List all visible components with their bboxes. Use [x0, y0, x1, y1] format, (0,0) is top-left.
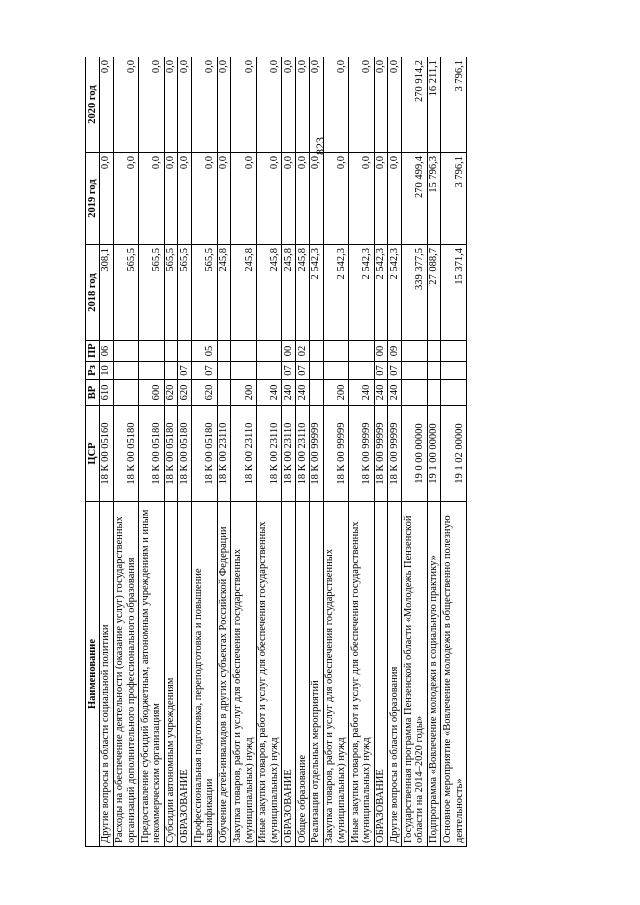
cell-vr: 620: [164, 380, 178, 406]
cell-2018: 565,5: [139, 245, 165, 341]
cell-vr: 620: [192, 380, 218, 406]
cell-rz: [113, 362, 139, 380]
cell-pr: 05: [192, 341, 218, 362]
cell-vr: 240: [388, 380, 402, 406]
cell-name: Профессиональная подготовка, переподготовка и повышение квалификации: [192, 502, 218, 847]
cell-2018: 565,5: [164, 245, 178, 341]
table-row: [402, 57, 428, 847]
cell-rz: [217, 362, 231, 380]
table-row: [178, 57, 192, 847]
cell-pr: [164, 341, 178, 362]
header-row: [86, 57, 100, 847]
cell-csr: 18 К 00 05180: [164, 406, 178, 502]
cell-2019: 0,0: [296, 153, 310, 245]
cell-vr: 240: [282, 380, 296, 406]
cell-csr: 18 К 00 99999: [388, 406, 402, 502]
cell-pr: 00: [374, 341, 388, 362]
cell-2018: 245,8: [282, 245, 296, 341]
cell-2019: 15 796,3: [427, 153, 441, 245]
cell-name: Государственная программа Пензенской области «Молодежь Пензенской области на 2014–2020 годы»: [402, 502, 428, 847]
cell-2020: 0,0: [113, 57, 139, 153]
cell-name: Предоставление субсидий бюджетным, автономным учреждениям и иным некоммерческим организациям: [139, 502, 165, 847]
cell-2020: 0,0: [349, 57, 375, 153]
cell-csr: 18 К 00 23110: [217, 406, 231, 502]
cell-2018: 565,5: [192, 245, 218, 341]
header-2018: 2018 год: [86, 245, 100, 341]
cell-name: Другие вопросы в области образования: [388, 502, 402, 847]
cell-2020: 0,0: [256, 57, 282, 153]
cell-vr: [113, 380, 139, 406]
rotated-page-content: [85, 57, 604, 847]
cell-csr: 18 К 00 23110: [296, 406, 310, 502]
cell-2019: 0,0: [256, 153, 282, 245]
cell-2019: 0,0: [178, 153, 192, 245]
budget-table: [85, 57, 467, 847]
cell-name: Иные закупки товаров, работ и услуг для обеспечения государственных (муниципальных) нужд: [349, 502, 375, 847]
cell-2019: 0,0: [309, 153, 323, 245]
cell-vr: 200: [323, 380, 349, 406]
table-row: [282, 57, 296, 847]
cell-vr: [402, 380, 428, 406]
cell-2019: 0,0: [99, 153, 113, 245]
cell-2019: 270 499,4: [402, 153, 428, 245]
cell-2020: 0,0: [374, 57, 388, 153]
cell-2019: 0,0: [323, 153, 349, 245]
cell-vr: [217, 380, 231, 406]
header-csr: ЦСР: [86, 406, 100, 502]
cell-2020: 0,0: [388, 57, 402, 153]
cell-name: Субсидии автономным учреждениям: [164, 502, 178, 847]
cell-pr: [139, 341, 165, 362]
cell-rz: 07: [388, 362, 402, 380]
table-rotation-frame: [85, 57, 604, 847]
cell-vr: 610: [99, 380, 113, 406]
cell-2019: 3 796,1: [441, 153, 467, 245]
table-body: [99, 57, 466, 847]
cell-pr: [178, 341, 192, 362]
cell-2019: 0,0: [164, 153, 178, 245]
cell-pr: 02: [296, 341, 310, 362]
cell-name: Закупка товаров, работ и услуг для обеспечения государственных (муниципальных) нужд: [231, 502, 257, 847]
cell-2020: 0,0: [164, 57, 178, 153]
cell-2019: 0,0: [217, 153, 231, 245]
cell-pr: [402, 341, 428, 362]
cell-csr: 18 К 00 23110: [256, 406, 282, 502]
table-row: [217, 57, 231, 847]
cell-2018: 565,5: [113, 245, 139, 341]
cell-name: ОБРАЗОВАНИЕ: [374, 502, 388, 847]
cell-csr: 18 К 00 99999: [349, 406, 375, 502]
page-number: 823: [313, 137, 327, 155]
cell-rz: [231, 362, 257, 380]
header-vr: ВР: [86, 380, 100, 406]
cell-rz: 10: [99, 362, 113, 380]
header-pr: ПР: [86, 341, 100, 362]
table-row: [256, 57, 282, 847]
cell-rz: 07: [282, 362, 296, 380]
cell-pr: 00: [282, 341, 296, 362]
cell-rz: [323, 362, 349, 380]
cell-vr: 240: [349, 380, 375, 406]
cell-pr: [309, 341, 323, 362]
cell-2020: 0,0: [99, 57, 113, 153]
cell-2018: 245,8: [296, 245, 310, 341]
cell-2020: 0,0: [309, 57, 323, 153]
header-2020: 2020 год: [86, 57, 100, 153]
cell-name: Общее образование: [296, 502, 310, 847]
table-row: [113, 57, 139, 847]
cell-2020: 3 796,1: [441, 57, 467, 153]
cell-pr: [441, 341, 467, 362]
cell-csr: 18 К 00 23110: [231, 406, 257, 502]
cell-2020: 0,0: [231, 57, 257, 153]
cell-2018: 339 377,5: [402, 245, 428, 341]
header-name: Наименование: [86, 502, 100, 847]
cell-2018: 245,8: [231, 245, 257, 341]
cell-2020: 0,0: [139, 57, 165, 153]
cell-rz: [427, 362, 441, 380]
cell-csr: 19 0 00 00000: [402, 406, 428, 502]
cell-name: Основное мероприятие «Вовлечение молодежи в общественно полезную деятельность»: [441, 502, 467, 847]
cell-vr: [427, 380, 441, 406]
cell-rz: 07: [296, 362, 310, 380]
cell-2018: 308,1: [99, 245, 113, 341]
cell-2020: 16 211,1: [427, 57, 441, 153]
cell-csr: 18 К 00 99999: [309, 406, 323, 502]
table-row: [139, 57, 165, 847]
table-row: [164, 57, 178, 847]
cell-2019: 0,0: [349, 153, 375, 245]
cell-csr: 19 1 02 00000: [441, 406, 467, 502]
cell-vr: 200: [231, 380, 257, 406]
cell-pr: [113, 341, 139, 362]
cell-name: Иные закупки товаров, работ и услуг для обеспечения государственных (муниципальных) нужд: [256, 502, 282, 847]
cell-vr: 240: [374, 380, 388, 406]
cell-2018: 2 542,3: [309, 245, 323, 341]
cell-name: Реализация отдельных мероприятий: [309, 502, 323, 847]
cell-csr: 18 К 00 05160: [99, 406, 113, 502]
table-row: [427, 57, 441, 847]
table-row: [192, 57, 218, 847]
cell-pr: [323, 341, 349, 362]
cell-csr: 18 К 00 05180: [192, 406, 218, 502]
cell-vr: [441, 380, 467, 406]
cell-rz: [441, 362, 467, 380]
cell-2020: 0,0: [192, 57, 218, 153]
cell-rz: 07: [374, 362, 388, 380]
cell-2020: 0,0: [323, 57, 349, 153]
cell-name: Обучение детей-инвалидов в других субъектах Российской Федерации: [217, 502, 231, 847]
header-rz: Рз: [86, 362, 100, 380]
cell-pr: [256, 341, 282, 362]
table-row: [309, 57, 323, 847]
table-row: [231, 57, 257, 847]
cell-2018: 15 371,4: [441, 245, 467, 341]
cell-name: Другие вопросы в области социальной политики: [99, 502, 113, 847]
cell-2018: 245,8: [217, 245, 231, 341]
cell-rz: [309, 362, 323, 380]
cell-csr: 18 К 00 05180: [139, 406, 165, 502]
cell-2019: 0,0: [374, 153, 388, 245]
cell-rz: [164, 362, 178, 380]
cell-vr: [309, 380, 323, 406]
cell-name: Закупка товаров, работ и услуг для обеспечения государственных (муниципальных) нужд: [323, 502, 349, 847]
cell-2018: 27 088,7: [427, 245, 441, 341]
cell-csr: 18 К 00 05180: [113, 406, 139, 502]
cell-vr: 240: [256, 380, 282, 406]
cell-vr: 240: [296, 380, 310, 406]
cell-2018: 2 542,3: [349, 245, 375, 341]
cell-name: Расходы на обеспечение деятельности (оказание услуг) государственных организаций дополнительного профессионального образования: [113, 502, 139, 847]
cell-csr: 18 К 00 99999: [374, 406, 388, 502]
header-2019: 2019 год: [86, 153, 100, 245]
cell-2019: 0,0: [282, 153, 296, 245]
cell-csr: 19 1 00 00000: [427, 406, 441, 502]
cell-name: ОБРАЗОВАНИЕ: [178, 502, 192, 847]
cell-2018: 565,5: [178, 245, 192, 341]
table-row: [349, 57, 375, 847]
table-row: [374, 57, 388, 847]
cell-2019: 0,0: [139, 153, 165, 245]
cell-rz: 07: [192, 362, 218, 380]
cell-2018: 2 542,3: [388, 245, 402, 341]
cell-2020: 0,0: [296, 57, 310, 153]
table-row: [388, 57, 402, 847]
cell-2020: 0,0: [178, 57, 192, 153]
cell-2020: 0,0: [217, 57, 231, 153]
cell-rz: [256, 362, 282, 380]
cell-vr: 620: [178, 380, 192, 406]
cell-2018: 245,8: [256, 245, 282, 341]
table-row: [99, 57, 113, 847]
cell-rz: [139, 362, 165, 380]
cell-2019: 0,0: [192, 153, 218, 245]
cell-pr: 06: [99, 341, 113, 362]
cell-name: ОБРАЗОВАНИЕ: [282, 502, 296, 847]
cell-2020: 0,0: [282, 57, 296, 153]
table-row: [323, 57, 349, 847]
cell-rz: 07: [178, 362, 192, 380]
cell-pr: [349, 341, 375, 362]
table-row: [296, 57, 310, 847]
cell-2019: 0,0: [388, 153, 402, 245]
cell-rz: [402, 362, 428, 380]
cell-2018: 2 542,3: [374, 245, 388, 341]
cell-2020: 270 914,2: [402, 57, 428, 153]
cell-rz: [349, 362, 375, 380]
cell-vr: 600: [139, 380, 165, 406]
cell-2019: 0,0: [231, 153, 257, 245]
cell-csr: 18 К 00 23110: [282, 406, 296, 502]
cell-csr: 18 К 00 99999: [323, 406, 349, 502]
cell-name: Подпрограмма «Вовлечение молодежи в социальную практику»: [427, 502, 441, 847]
cell-pr: [217, 341, 231, 362]
cell-2019: 0,0: [113, 153, 139, 245]
table-row: [441, 57, 467, 847]
cell-csr: 18 К 00 05180: [178, 406, 192, 502]
cell-pr: 09: [388, 341, 402, 362]
cell-pr: [427, 341, 441, 362]
cell-pr: [231, 341, 257, 362]
cell-2018: 2 542,3: [323, 245, 349, 341]
